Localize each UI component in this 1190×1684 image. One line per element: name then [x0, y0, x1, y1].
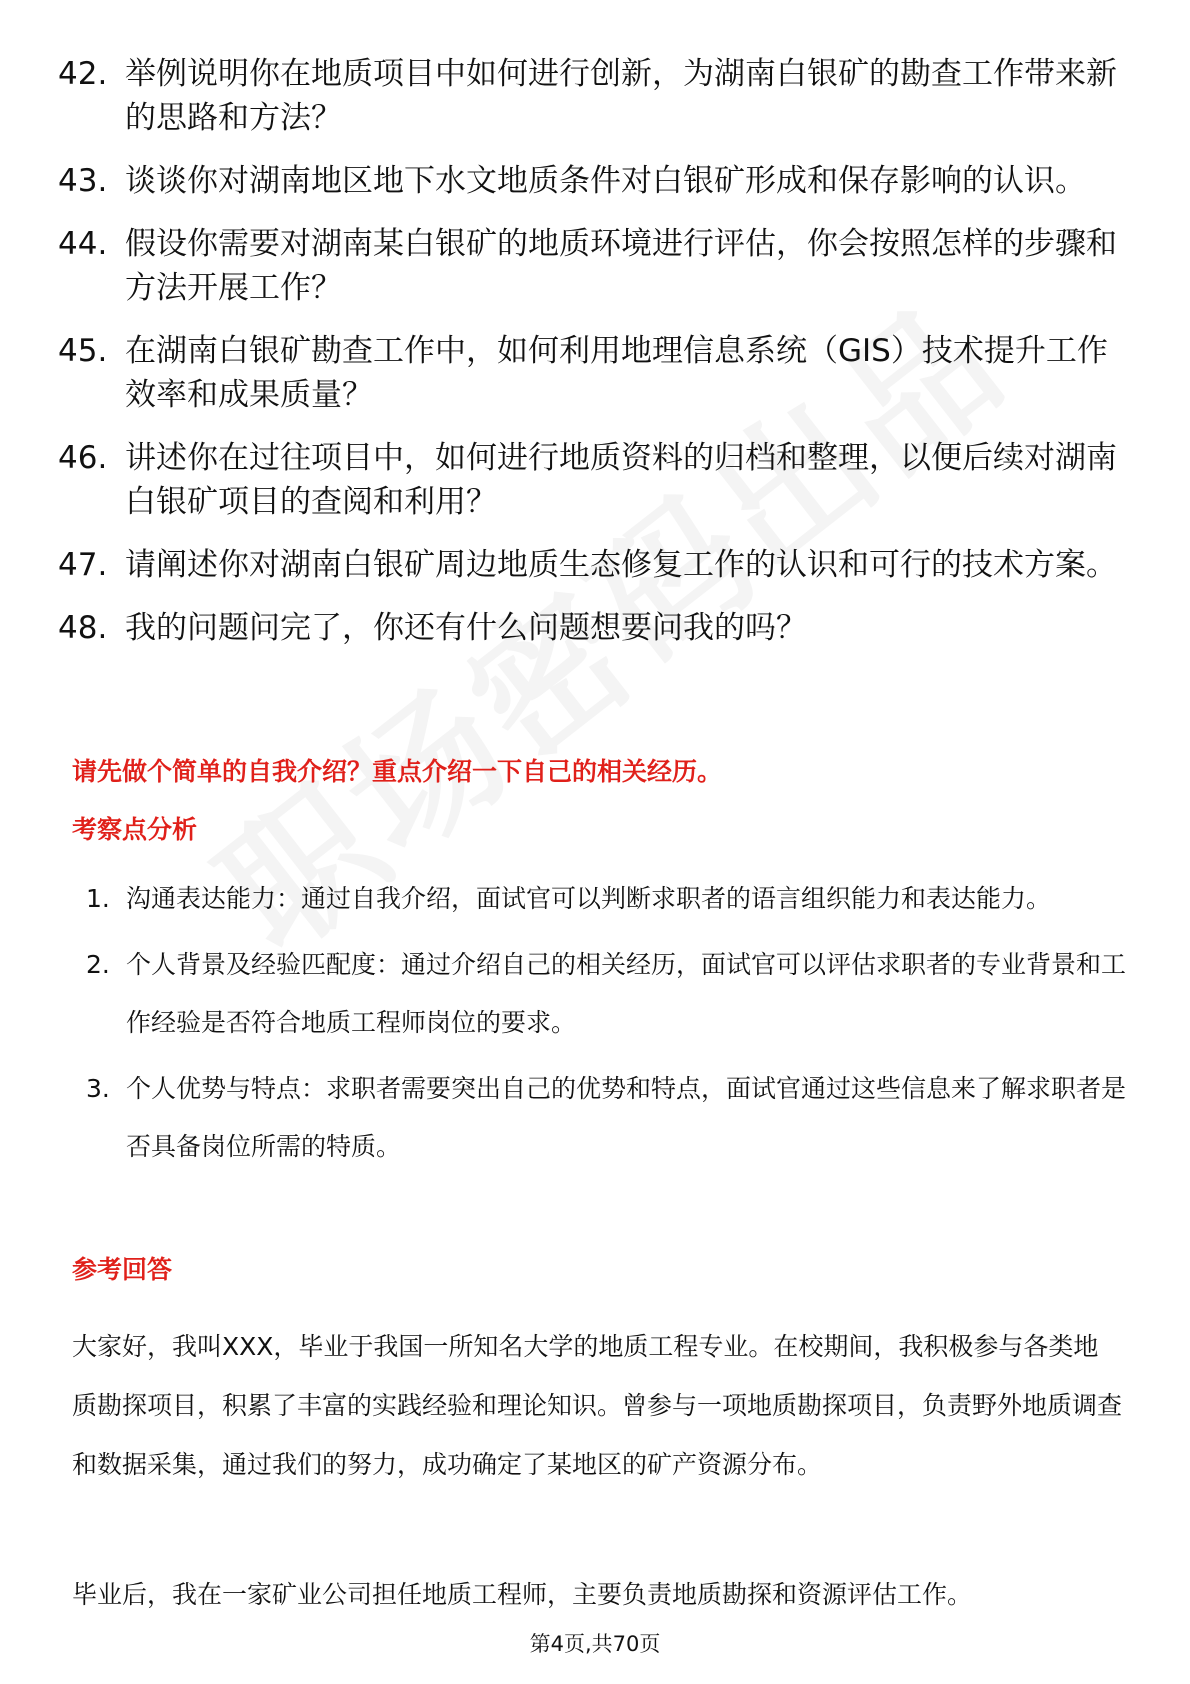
question-item — [58, 436, 1138, 524]
point-text: 个人背景及经验匹配度：通过介绍自己的相关经历，面试官可以评估求职者的专业背景和工作经验是否符合地质工程师岗位的要求。 — [126, 950, 1127, 1037]
analysis-point — [86, 936, 1126, 1052]
question-number: 45. — [58, 333, 108, 369]
answer-paragraph: 毕业后，我在一家矿业公司担任地质工程师，主要负责地质勘探和资源评估工作。 — [72, 1580, 973, 1609]
question-text: 谈谈你对湖南地区地下水文地质条件对白银矿形成和保存影响的认识。 — [125, 163, 1086, 199]
point-text: 个人优势与特点：求职者需要突出自己的优势和特点，面试官通过这些信息来了解求职者是否具备岗位所需的特质。 — [126, 1074, 1127, 1161]
question-number: 47. — [58, 547, 108, 583]
analysis-point-list — [86, 870, 1126, 1184]
answer-heading: 参考回答 — [72, 1255, 173, 1284]
point-number: 2. — [86, 950, 110, 979]
question-item — [58, 52, 1138, 140]
question-item — [58, 159, 1138, 203]
question-text: 举例说明你在地质项目中如何进行创新，为湖南白银矿的勘查工作带来新的思路和方法？ — [125, 56, 1117, 136]
question-number: 48. — [58, 610, 108, 646]
question-text: 讲述你在过往项目中，如何进行地质资料的归档和整理，以便后续对湖南白银矿项目的查阅和利用？ — [125, 440, 1117, 520]
question-text: 请阐述你对湖南白银矿周边地质生态修复工作的认识和可行的技术方案。 — [125, 547, 1117, 583]
point-number: 3. — [86, 1074, 110, 1103]
question-text: 在湖南白银矿勘查工作中，如何利用地理信息系统（GIS）技术提升工作效率和成果质量？ — [125, 333, 1108, 413]
question-number: 42. — [58, 56, 108, 92]
point-number: 1. — [86, 884, 110, 913]
question-number: 46. — [58, 440, 108, 476]
answer-paragraph: 大家好，我叫XXX，毕业于我国一所知名大学的地质工程专业。在校期间，我积极参与各类地质勘探项目，积累了丰富的实践经验和理论知识。曾参与一项地质勘探项目，负责野外地质调查和数据采集，通过我们的努力，成功确定了某地区的矿产资源分布。 — [72, 1332, 1123, 1479]
question-text: 假设你需要对湖南某白银矿的地质环境进行评估，你会按照怎样的步骤和方法开展工作？ — [125, 226, 1117, 306]
point-text: 沟通表达能力：通过自我介绍，面试官可以判断求职者的语言组织能力和表达能力。 — [126, 884, 1052, 913]
question-item — [58, 329, 1138, 417]
analysis-point — [86, 870, 1126, 928]
analysis-heading: 考察点分析 — [72, 815, 198, 844]
question-item — [58, 543, 1138, 587]
page-footer: 第4页,共70页 — [529, 1632, 661, 1656]
question-number: 43. — [58, 163, 108, 199]
section-question-heading: 请先做个简单的自我介绍？重点介绍一下自己的相关经历。 — [72, 757, 723, 786]
question-list — [58, 52, 1138, 669]
analysis-point — [86, 1060, 1126, 1176]
question-text: 我的问题问完了，你还有什么问题想要问我的吗？ — [125, 610, 807, 646]
question-number: 44. — [58, 226, 108, 262]
question-item — [58, 222, 1138, 310]
question-item — [58, 606, 1138, 650]
